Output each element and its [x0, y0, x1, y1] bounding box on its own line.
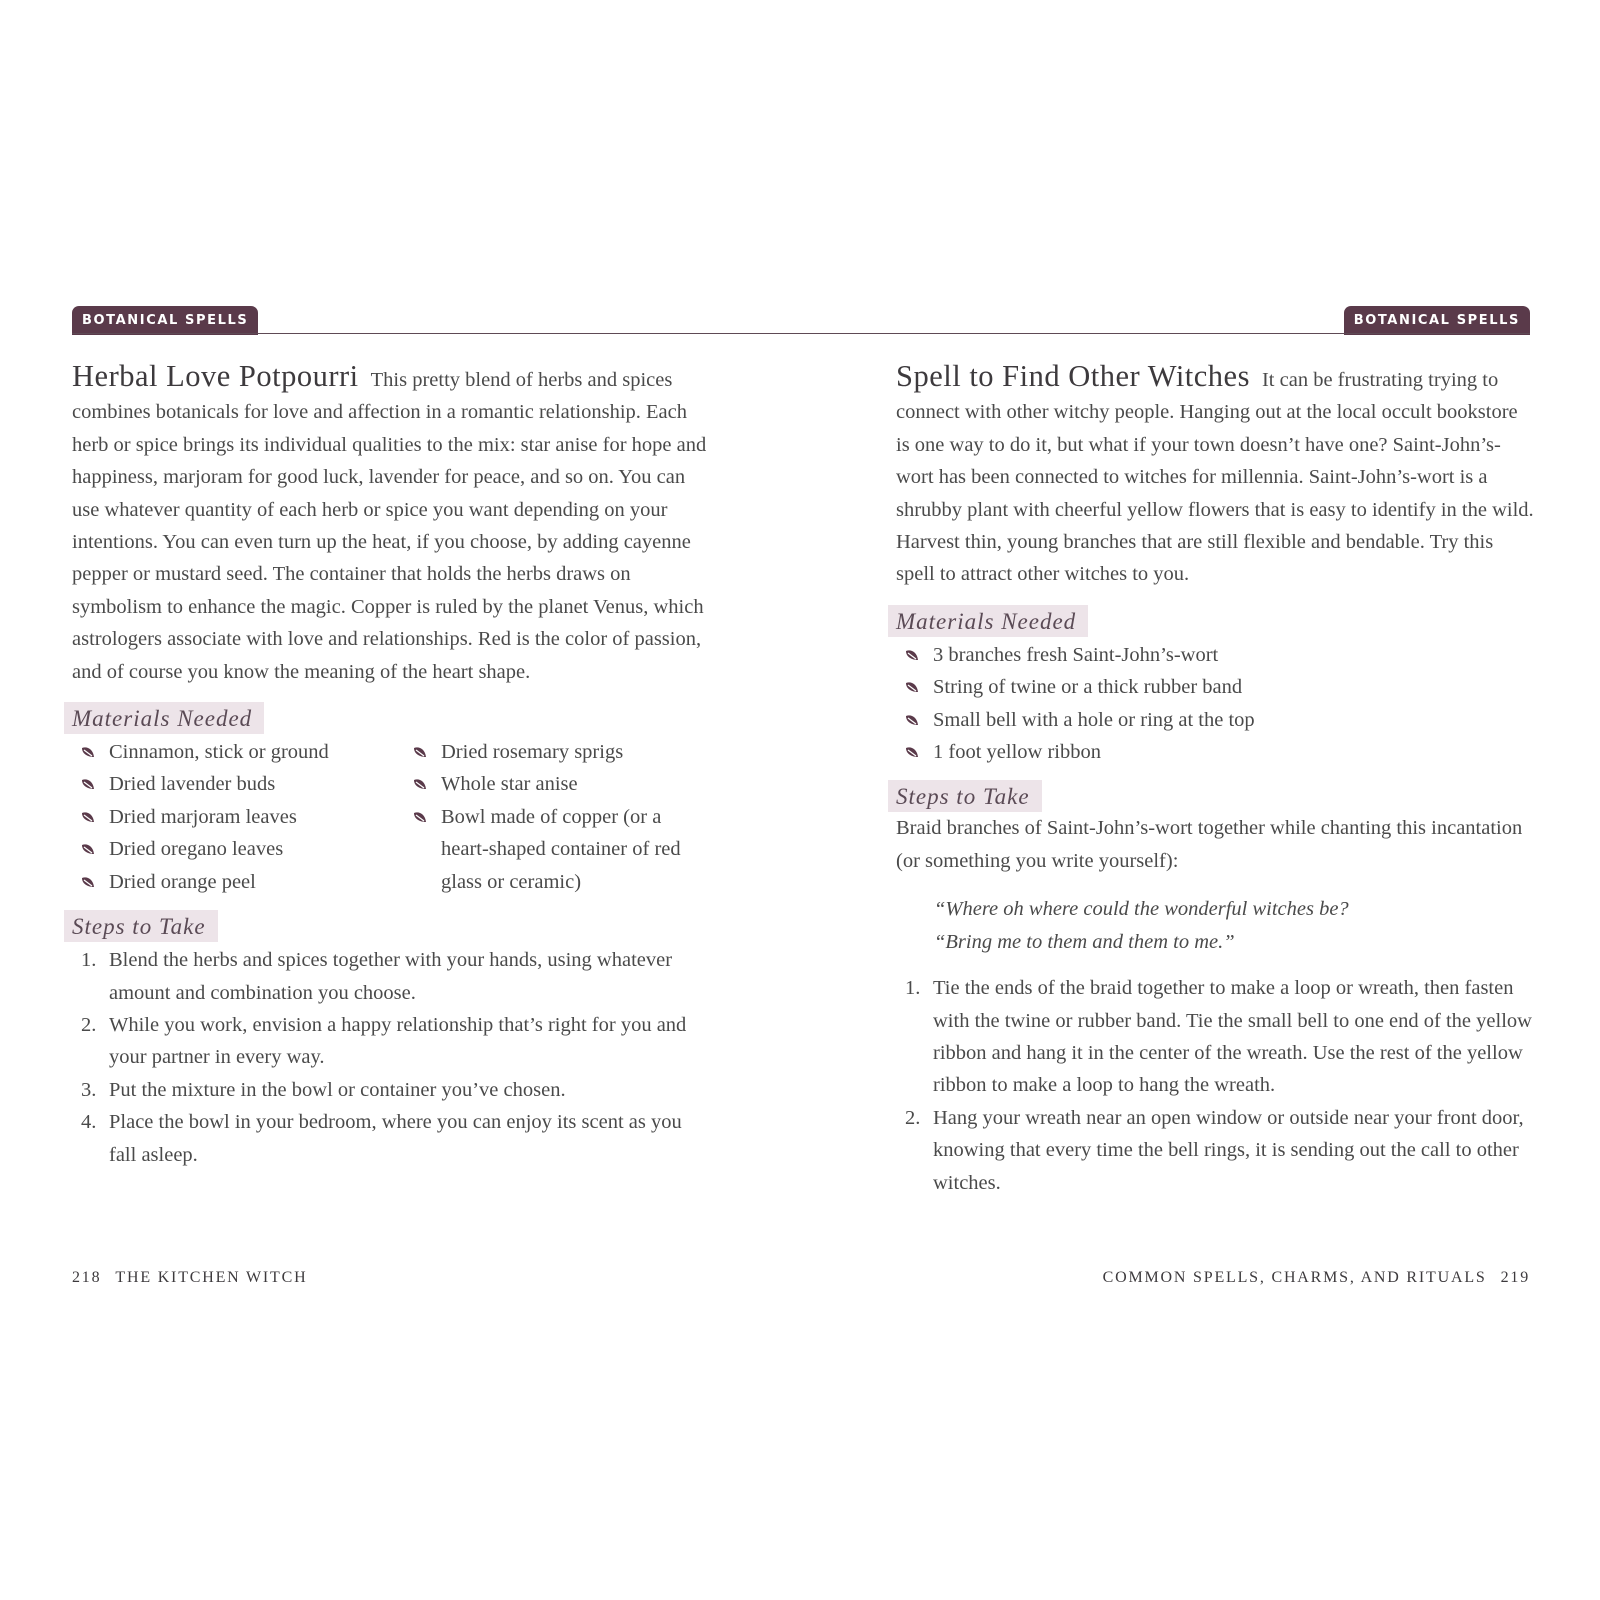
list-item: Whole star anise [404, 768, 704, 800]
section-tab-left: BOTANICAL SPELLS [72, 306, 258, 335]
list-item: Dried marjoram leaves [72, 801, 404, 833]
list-item: Dried lavender buds [72, 768, 404, 800]
right-footer [1103, 1269, 1530, 1287]
left-materials-col2 [404, 736, 704, 898]
list-item [896, 1102, 1536, 1199]
step-number: 1. [81, 949, 97, 972]
right-intro-paragraph [896, 360, 1536, 591]
right-steps-list [896, 972, 1536, 1199]
left-steps-list [72, 944, 712, 1171]
leaf-bullet-icon [81, 778, 95, 790]
list-item [72, 1106, 712, 1171]
left-intro-paragraph [72, 360, 712, 688]
list-item: String of twine or a thick rubber band [896, 671, 1536, 703]
right-intro-text: It can be frustrating trying to connect with other witchy people. Hanging out at the local occult bookstore is one way to do it, but what if your town doesn’t have one? Saint-John’s-wort has been connected to witches for millennia. Saint-John’s-wort is a shrubby plant with cheerful yellow flowers that is easy to identify in the wild. Harvest thin, young branches that are still flexible and bendable. Try this spell to attract other witches to you. [896, 369, 1534, 586]
list-item [72, 1074, 712, 1106]
leaf-bullet-icon [81, 811, 95, 823]
leaf-bullet-icon [413, 811, 427, 823]
quote-line: “Bring me to them and them to me.” [934, 930, 1235, 953]
list-item: Cinnamon, stick or ground [72, 736, 404, 768]
leaf-bullet-icon [905, 649, 919, 661]
right-running-title: COMMON SPELLS, CHARMS, AND RITUALS [1102, 1269, 1487, 1286]
header-rule [72, 333, 1530, 334]
leaf-bullet-icon [413, 778, 427, 790]
step-number: 4. [81, 1111, 97, 1134]
right-materials-heading: Materials Needed [888, 605, 1088, 637]
leaf-bullet-icon [413, 746, 427, 758]
left-steps-heading: Steps to Take [64, 910, 218, 942]
step-text: While you work, envision a happy relationship that’s right for you and your partner in every way. [109, 1013, 687, 1069]
left-page-number: 218 [72, 1269, 102, 1286]
right-page-title: Spell to Find Other Witches [896, 359, 1250, 393]
list-item [72, 944, 712, 1009]
leaf-bullet-icon [905, 681, 919, 693]
right-materials-list [896, 639, 1536, 769]
list-item: 1 foot yellow ribbon [896, 736, 1536, 768]
step-number: 2. [81, 1013, 97, 1036]
left-footer [72, 1269, 307, 1287]
left-page-title: Herbal Love Potpourri [72, 359, 359, 393]
step-text: Hang your wreath near an open window or outside near your front door, knowing that every time the bell rings, it is sending out the call to other witches. [933, 1106, 1524, 1194]
step-text: Blend the herbs and spices together with your hands, using whatever amount and combination you choose. [109, 949, 673, 1004]
list-item: Dried orange peel [72, 866, 404, 898]
leaf-bullet-icon [81, 746, 95, 758]
right-steps-intro: Braid branches of Saint-John’s-wort together while chanting this incantation (or something you write yourself): [896, 817, 1523, 872]
step-text: Put the mixture in the bowl or container you’ve chosen. [109, 1078, 566, 1101]
list-item: Dried oregano leaves [72, 833, 404, 865]
right-page [896, 360, 1536, 1199]
leaf-bullet-icon [905, 714, 919, 726]
leaf-bullet-icon [81, 843, 95, 855]
step-number: 2. [905, 1106, 921, 1129]
list-item: Bowl made of copper (or a heart-shaped container of red glass or ceramic) [404, 801, 704, 898]
leaf-bullet-icon [905, 746, 919, 758]
right-page-number: 219 [1500, 1269, 1530, 1286]
list-item [72, 1009, 712, 1074]
quote-line: “Where oh where could the wonderful witches be? [934, 898, 1349, 921]
section-tab-right: BOTANICAL SPELLS [1344, 306, 1530, 335]
list-item: 3 branches fresh Saint-John’s-wort [896, 639, 1536, 671]
left-materials-heading: Materials Needed [64, 702, 264, 734]
list-item: Small bell with a hole or ring at the top [896, 704, 1536, 736]
left-materials-col1 [72, 736, 404, 898]
right-steps-heading: Steps to Take [888, 780, 1042, 812]
left-intro-text: This pretty blend of herbs and spices combines botanicals for love and affection in a romantic relationship. Each herb or spice brings its individual qualities to the mix: star anise for hope and happiness, marjoram for good luck, lavender for peace, and so on. You can use whatever quantity of each herb or spice you want depending on your intentions. You can even turn up the heat, if you choose, by adding cayenne pepper or mustard seed. The container that holds the herbs draws on symbolism to enhance the magic. Copper is ruled by the planet Venus, which astrologers associate with love and relationships. Red is the color of passion, and of course you know the meaning of the heart shape. [72, 369, 707, 683]
step-text: Tie the ends of the braid together to make a loop or wreath, then fasten with the twine or rubber band. Tie the small bell to one end of the yellow ribbon and hang it in the center of the wreath. Use the rest of the yellow ribbon to make a loop to hang the wreath. [933, 977, 1532, 1097]
left-materials-list [72, 734, 712, 898]
list-item [896, 972, 1536, 1102]
step-text: Place the bowl in your bedroom, where you can enjoy its scent as you fall asleep. [109, 1111, 682, 1166]
leaf-bullet-icon [81, 876, 95, 888]
left-running-title: THE KITCHEN WITCH [115, 1269, 308, 1286]
step-number: 3. [81, 1078, 97, 1101]
left-page [72, 360, 712, 1171]
list-item: Dried rosemary sprigs [404, 736, 704, 768]
incantation-quote [934, 893, 1536, 958]
step-number: 1. [905, 977, 921, 1000]
